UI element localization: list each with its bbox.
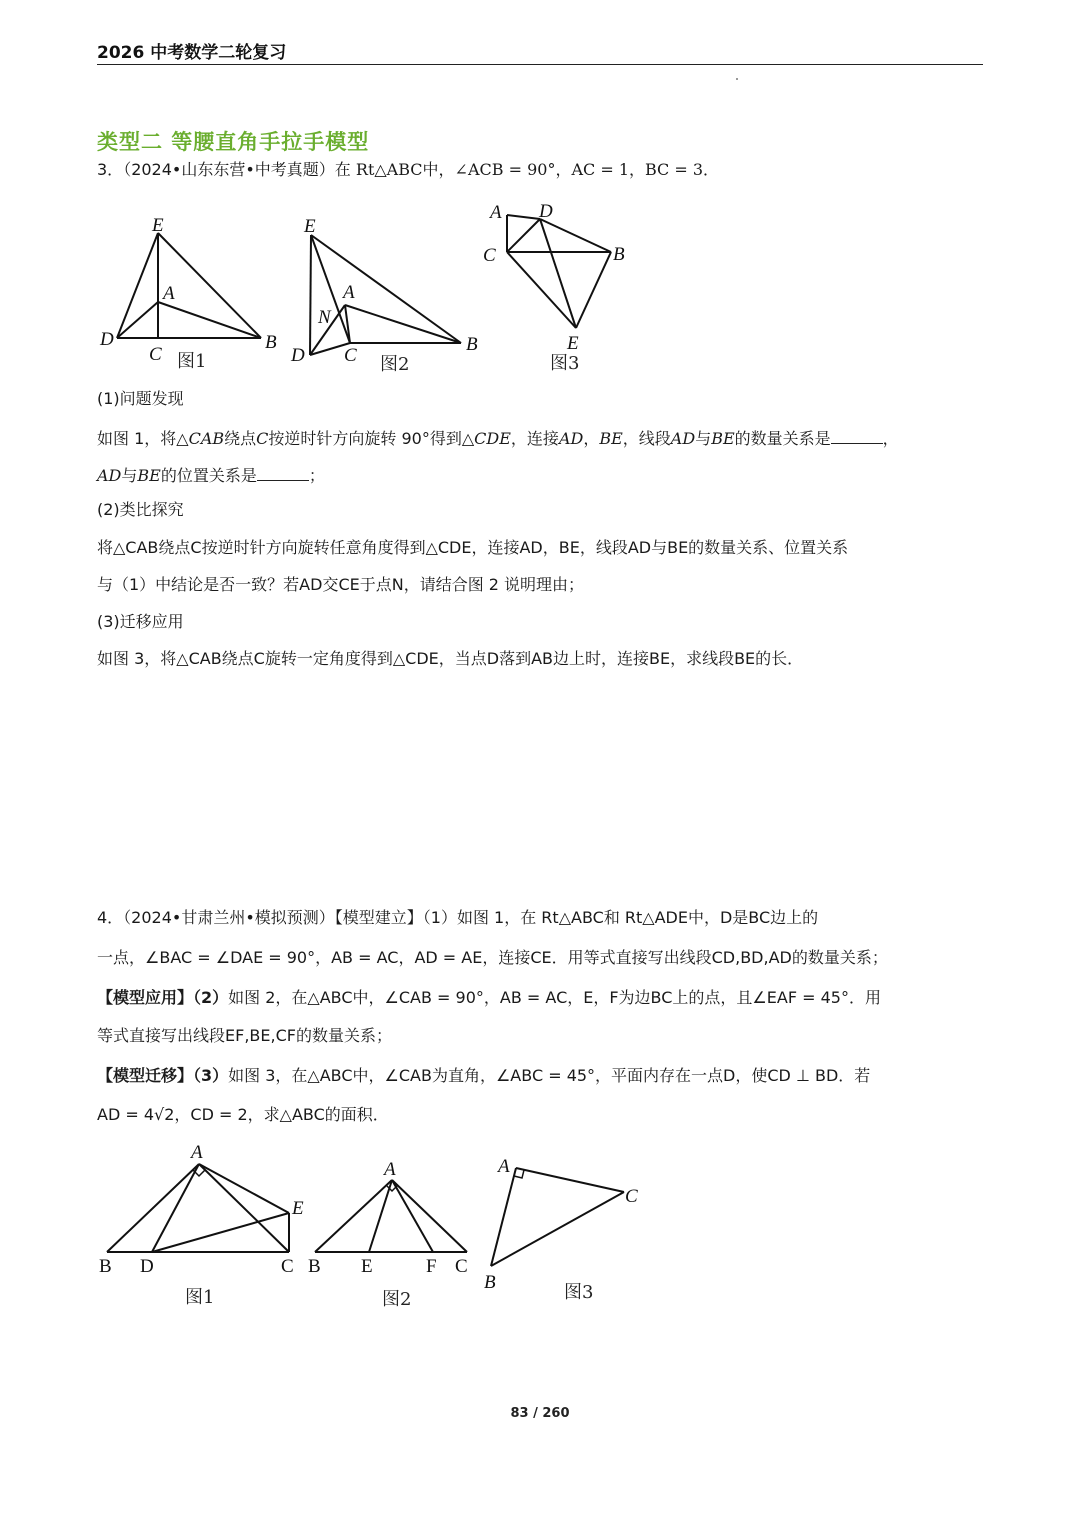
p1-text-i: ，: [583, 429, 600, 448]
fig2-label-c: C: [344, 345, 357, 366]
problem4-line5: [97, 1068, 870, 1084]
p4fig3-label-a: A: [498, 1156, 510, 1177]
fig3-label-c: C: [483, 245, 496, 266]
fig1-label-c: C: [149, 344, 162, 365]
speck: [736, 78, 738, 80]
fig3-label-b: B: [613, 244, 625, 265]
fig2-label-a: A: [343, 282, 355, 303]
problem4-tag-transfer: 【模型迁移】（3）: [97, 1066, 229, 1085]
problem3-part3-line: 如图 3，将△CAB绕点C旋转一定角度得到△CDE，当点D落到AB边上时，连接BE，求线段BE的长．: [97, 649, 804, 668]
p1-text-t: 的位置关系是: [160, 466, 257, 485]
p4fig2-caption: 图2: [382, 1289, 412, 1310]
p1-text-q: AD: [97, 466, 122, 485]
problem4-line1: 4．（2024•甘肃兰州•模拟预测）【模型建立】（1）如图 1，在 Rt△ABC和 Rt△ADE中，D是BC边上的: [97, 908, 819, 927]
p1-text-s: BE: [137, 466, 161, 485]
fig3-caption: 图3: [550, 353, 580, 374]
p1-text-h: AD: [558, 429, 584, 448]
fig1-caption: 图1: [177, 351, 207, 372]
p4fig1-label-a: A: [191, 1142, 203, 1163]
p1-text-d: C: [256, 429, 269, 448]
fig3-label-e: E: [567, 333, 579, 354]
p4fig3-caption: 图3: [564, 1282, 594, 1303]
problem4-line2: 一点，∠BAC = ∠DAE = 90°，AB = AC，AD = AE，连接CE．用等式直接写出线段CD,BD,AD的数量关系；: [97, 948, 888, 967]
p4fig3-label-b: B: [484, 1272, 496, 1293]
problem4-line3: [97, 990, 881, 1006]
p1-text-l: AD: [670, 429, 696, 448]
fig1-label-e: E: [152, 215, 164, 236]
fig2-label-d: D: [291, 345, 305, 366]
header-divider: [97, 64, 983, 65]
problem3-part1-line2: [97, 466, 325, 484]
p1-text-g: ，连接: [510, 429, 559, 448]
p4fig1-label-e: E: [292, 1198, 304, 1219]
problem3-intro-mid: 中，: [422, 160, 455, 179]
fig1-label-a: A: [163, 283, 175, 304]
p1-text-c: 绕点: [224, 429, 257, 448]
problem3-part3-title: (3)迁移应用: [97, 612, 184, 631]
p1-text-p: ，: [882, 429, 899, 448]
problem3-figure3: [480, 198, 650, 378]
problem3-part2-line1: 将△CAB绕点C按逆时针方向旋转任意角度得到△CDE，连接AD，BE，线段AD与BE的数量关系、位置关系: [97, 538, 849, 557]
fig1-label-b: B: [265, 332, 277, 353]
problem3-figure2: [288, 205, 488, 377]
problem3-figure1: [95, 205, 285, 375]
p4fig2-label-b: B: [308, 1256, 321, 1277]
fig2-label-n: N: [318, 307, 331, 328]
problem3-triangle: Rt△ABC: [355, 160, 423, 179]
p4fig1-label-b: B: [99, 1256, 112, 1277]
section-title: 类型二 等腰直角手拉手模型: [97, 130, 370, 154]
fig3-label-d: D: [539, 201, 553, 222]
p4fig2-label-a: A: [384, 1159, 396, 1180]
page-number: 83 / 260: [510, 1406, 570, 1421]
fig2-label-e: E: [304, 216, 316, 237]
p1-text-f: CDE: [474, 429, 511, 448]
fig1-label-d: D: [100, 329, 114, 350]
p1-text-b: CAB: [188, 429, 225, 448]
problem4-line6: AD = 4√2，CD = 2，求△ABC的面积．: [97, 1105, 389, 1124]
p4fig1-caption: 图1: [185, 1287, 215, 1308]
problem4-line5-rest: 如图 3，在△ABC中，∠CAB为直角，∠ABC = 45°，平面内存在一点D，使CD ⊥ BD．若: [228, 1066, 871, 1085]
problem4-figure2: [305, 1150, 480, 1315]
p1-text-n: BE: [711, 429, 735, 448]
p1-text-o: 的数量关系是: [734, 429, 831, 448]
p1-text-u: ；: [308, 466, 325, 485]
problem3-source: （2024•山东东营•中考真题）在: [123, 160, 351, 179]
p1-text-e: 按逆时针方向旋转 90°得到△: [268, 429, 475, 448]
fig3-label-a: A: [490, 202, 502, 223]
problem4-tag-application: 【模型应用】（2）: [97, 988, 229, 1007]
problem4-figure3: [480, 1150, 655, 1310]
problem3-part1-title: (1)问题发现: [97, 389, 184, 408]
problem4-line3-rest: 如图 2，在△ABC中，∠CAB = 90°，AB = AC，E，F为边BC上的点，且∠EAF = 45°．用: [228, 988, 881, 1007]
problem3-condition: ∠ACB = 90°，AC = 1，BC = 3．: [454, 160, 720, 179]
problem3-part2-line2: 与（1）中结论是否一致？若AD交CE于点N，请结合图 2 说明理由；: [97, 575, 585, 594]
p4fig3-label-c: C: [625, 1186, 638, 1207]
problem3-number: 3．: [97, 160, 124, 179]
p1-text-r: 与: [121, 466, 138, 485]
p1-text-m: 与: [695, 429, 712, 448]
page-header-title: 2026 中考数学二轮复习: [97, 43, 287, 63]
answer-blank-2[interactable]: [257, 466, 309, 481]
problem4-figure1: [95, 1138, 315, 1313]
p4fig2-label-f: F: [426, 1256, 437, 1277]
fig2-label-b: B: [466, 334, 478, 355]
fig2-caption: 图2: [380, 354, 410, 375]
p1-text-k: ，线段: [622, 429, 671, 448]
p1-text-a: 如图 1，将△: [97, 429, 189, 448]
p4fig1-label-d: D: [140, 1256, 154, 1277]
p4fig1-label-c: C: [281, 1256, 294, 1277]
p4fig2-label-c: C: [455, 1256, 468, 1277]
problem3-part2-title: (2)类比探究: [97, 500, 184, 519]
answer-blank-1[interactable]: [831, 429, 883, 444]
p4fig2-label-e: E: [361, 1256, 373, 1277]
problem4-line4: 等式直接写出线段EF,BE,CF的数量关系；: [97, 1026, 392, 1045]
problem3-part1-line1: [97, 429, 899, 447]
p1-text-j: BE: [599, 429, 623, 448]
problem3-intro: [97, 162, 719, 178]
